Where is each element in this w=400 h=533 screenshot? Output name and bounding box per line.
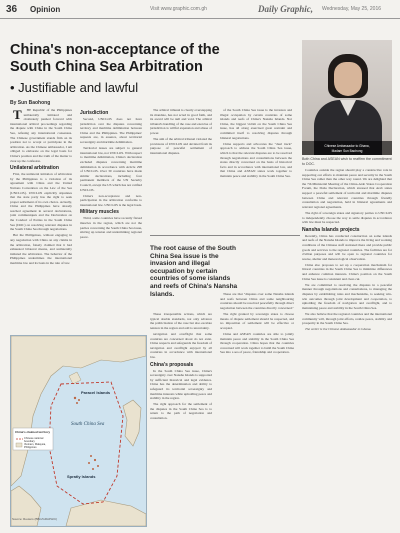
subheading-nansha-projects: Nansha Islands projects (302, 226, 360, 233)
column-7-paragraph: China and ASEAN countries are able to jointly maintain peace and stability in the South China Sea through cooperation. China hopes that the countries concerned will work together to build the South China Sea into a sea of peace, friendship and cooperation. (220, 331, 294, 355)
author-note: The writer is the Chinese Ambassador to Ghana. (305, 327, 372, 332)
headline-line-2: South China Sea Arbitration (10, 59, 203, 75)
spratly-label: Spratly Islands (67, 474, 96, 479)
dateline: Wednesday, May 25, 2016 (322, 6, 382, 12)
column-5-paragraph: China also proposes to set up a cooperation mechanism for littoral countries in the South China Sea to minimize differences and enhance common interests. China's position on the South China Sea issue is consistent and clear-cut. (302, 262, 392, 281)
column-2-paragraph: China's non-acceptance and non-participation in the arbitration conforms to international law. UNCLOS is the legal basis. (80, 193, 142, 207)
subheading-unilateral-arbitration: Unilateral arbitration (10, 165, 59, 172)
column-5-paragraph: The right of sovereign states and signatory parties to UNCLOS to independently choose the way to settle disputes in accordance with law must be respected. (302, 210, 392, 225)
column-3-paragraph: The arbitral tribunal is clearly overstepping its mandate, has not acted in good faith, and its award will be null and void. The arbitral tribunal's handling of the case and exercise of jurisdiction is willful expansion and abuse of power. (150, 108, 212, 135)
map-credit: Source: Reuters (BBC/GRAPHIC) (12, 517, 58, 521)
paper-name: Daily Graphic, (258, 4, 313, 14)
pull-quote: The root cause of the South China Sea issue is the invasion and illegal occupation by certain countries of some islands and reefs of China's Nansha Islands. (150, 245, 238, 298)
column-7-paragraph: The right granted by sovereign states to choose means of dispute settlement should be respected, and no imposition of settlement will be effective or accepted. (220, 311, 294, 330)
website-text: Visit www.graphic.com.gh (150, 6, 207, 12)
column-2-paragraph: Territorial issues are subject to general international law, not UNCLOS. With respect to maritime delimitation, China's declaration excluded disputes concerning maritime delimitation in accordance with Article 298 of UNCLOS. Over 30 countries have made similar declarations, including four permanent members of the UN Security Council, except the US which has not ratified UNCLOS. (80, 146, 142, 192)
byline: By Sun Baohong (10, 100, 51, 106)
south-china-sea-map (10, 335, 147, 527)
subheading-chinas-proposals: China's proposals (150, 361, 194, 368)
column-4-paragraph: of the South China Sea issue is the invasion and illegal occupation by certain countries of some islands and reefs of China's Nansha Islands. Not China, the biggest victim on the South China Sea issue, has all along exercised great restraint and committed itself to resolving disputes through bilateral negotiations. (220, 108, 292, 140)
column-5-paragraph: We are committed to resolving the disputes in a peaceful manner through negotiations and consultations, to managing the disputes by establishing rules and mechanisms, to seeking win-win outcomes through joint development and cooperation, to upholding the freedom of navigation and overflight, and to maintaining peace and stability in the South China Sea. (302, 282, 392, 310)
article-column-3 (150, 108, 212, 190)
photo-caption-line-1: Chinese Ambassador to Ghana, (324, 144, 370, 148)
column-3-paragraph: The aim of the arbitral tribunal violated the provisions of UNCLOS and deviated from its purpose of peaceful settlement of international disputes. (150, 137, 212, 155)
sea-label: South China Sea (71, 422, 105, 427)
photo-caption-line-2: Madam Sun Baohong (331, 149, 363, 153)
article-column-5 (302, 168, 392, 530)
photo-caption-note: Both China and ASEAN wish to reaffirm the commitment to DOC. (302, 157, 392, 166)
page-number: 36 (6, 4, 18, 15)
article-column-6 (150, 312, 212, 530)
photo-face-shape (334, 62, 362, 96)
subheadline: • Justifiable and lawful (10, 80, 139, 95)
article-column-7 (220, 292, 294, 530)
subheading-military-muscles: Military muscles (80, 209, 119, 216)
legend-item-1: Chinese national boundary (24, 437, 44, 443)
column-2-paragraph: Second, UNCLOS does not have jurisdiction over the disputes concerning territory and maritime delimitation between China and the Philippines. The Philippines' requests are, in essence, about territorial sovereignty and maritime delimitation. (80, 117, 142, 144)
legend-land-symbol (16, 443, 22, 447)
column-1-paragraph: T HE Republic of the Philippines unilaterally initiated and obstinately pushed forward with international arbitral proceedings regarding the dispute with China in the South China Sea, refusing any international consensus. The Chinese government stands firm on its position not to accept or participate in the arbitration. As the Chinese ambassador, I am obliged to elaborate on the legal basis for China's position and the truth of the matter to clear up the confusion. (10, 108, 72, 163)
column-5-paragraph: Countries outside the region should play a constructive role in supporting our efforts to maintain peace and security in the South China Sea rather than the other way round. We are delighted that the 7th Ministerial Meeting of the China-Arab States Cooperation Forum, the Doha Declaration, which stressed that Arab states support a peaceful settlement of territorial and maritime disputes between China and relevant countries through friendly consultation and negotiation, held in bilateral agreements and relevant regional agreements. (302, 168, 392, 209)
subheading-jurisdiction: Jurisdiction (80, 110, 109, 116)
article-column-2 (80, 108, 142, 298)
column-6-paragraph: The right approach for the settlement of the disputes in the South China Sea is to return to the path of negotiation and consultation. (150, 402, 212, 421)
paracel-label: Paracel Islands (81, 390, 111, 395)
column-6-paragraph: These irresponsible actions, which are typical double standards, not only advance the politicization of the case but also escalate tension in the region and add to uncertainty. (150, 312, 212, 330)
column-5-paragraph: Recently, China has conducted construction on some islands and reefs of the Nansha Islands to improve the living and working conditions of the Chinese staff stationed there and provide public goods and services to the regional countries. The facilities are for civilian purposes and will be open to regional countries for rescue, shelter and meteorological observation. (302, 233, 392, 261)
author-photo (302, 40, 392, 155)
column-4-paragraph: China supports and advocates the "dual track" approach to address the South China Sea issue, which is that the relevant disputes are to be resolved through negotiations and consultations between the states directly concerned on the basis of historical facts and in accordance with international law, and that China and ASEAN states work together to maintain peace and stability in the South China Sea. (220, 141, 292, 178)
article-column-1 (10, 108, 72, 298)
column-6-paragraph: In the South China Sea issue, China's sovereignty over Nansha Islands is supported by sufficient historical and legal evidence. China has the determination and ability to safeguard its territorial sovereignty and maritime interests while upholding peace and stability in the region. (150, 368, 212, 401)
drop-cap: T (13, 108, 22, 122)
column-5-paragraph: We also believe that the regional countries and the international community will, through joint efforts, realize peace, stability and prosperity in the South China Sea. (302, 312, 392, 326)
column-1-paragraph: But the Philippines, without engaging in any negotiation with China on any claims in the arbitration, falsely claimed that it had exhausted bilateral means, and unilaterally initiated the arbitration. The behavior of the Philippines undermines the international maritime law and its basis in the rule of law. (10, 233, 72, 265)
pull-quote-rule (150, 235, 300, 236)
column-6-paragraph: navigation and overflight that some countries are concerned about do not exist. China respects and safeguards the freedom of navigation and overflight enjoyed by all countries in accordance with international law. (150, 331, 212, 359)
column-7-paragraph: These are that "disputes over some Nansha islands and reefs between China and some neighbouring countries should be resolved peacefully through direct negotiation between the countries directly concerned." (220, 292, 294, 310)
column-1-paragraph: First, the unilateral initiation of arbitration by the Philippines is a violation of its agreement with China and the United Nations Convention on the Law of the Sea (UNCLOS). UNCLOS explicitly stipulates that the state party has the right to seek proper settlement of its own choice. Actually, China and the Philippines have already reached agreement in several declarations, joint communiqués and the Declaration on the Conduct of Parties in the South China Sea (DOC) on resolving relevant disputes in the South China Sea through negotiations. (10, 172, 72, 232)
column-2-paragraph: Third, some countries have recently flexed muscles in the region, which are not the parties concerning the South China Sea issue, stirring up tension and undermining regional peace. (80, 216, 142, 239)
page-header (0, 4, 400, 19)
article-column-4 (220, 108, 292, 220)
headline-line-1: China's non-acceptance of the (10, 42, 220, 58)
section-name: Opinion (30, 5, 61, 14)
legend-item-2: Vietnam, Malaysia, Philippines (24, 443, 46, 449)
headline (10, 42, 290, 76)
legend-title: China's claimed territory (15, 430, 51, 434)
